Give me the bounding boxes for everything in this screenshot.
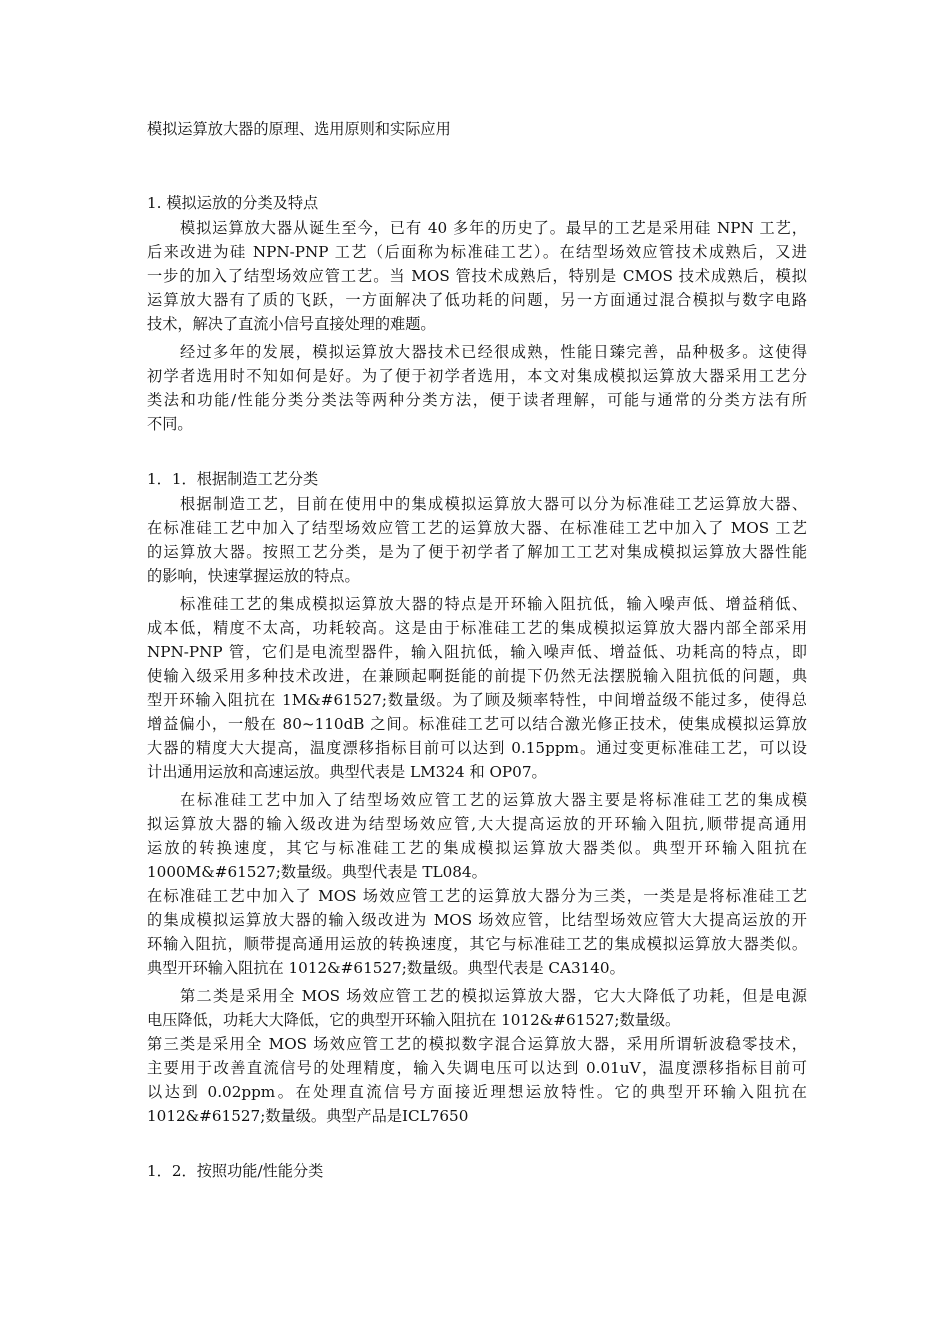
paragraph-line: 后来改进为硅 NPN-PNP 工艺（后面称为标准硅工艺）。在结型场效应管技术成熟后，又进 (147, 243, 807, 261)
paragraph-line: 标准硅工艺的集成模拟运算放大器的特点是开环输入阻抗低，输入噪声低、增益稍低、 (180, 595, 807, 613)
paragraph-line: NPN-PNP 管，它们是电流型器件，输入阻抗低，输入噪声低、增益低、功耗高的特点，即 (147, 643, 807, 661)
paragraph-line: 第三类是采用全 MOS 场效应管工艺的模拟数字混合运算放大器，采用所谓斩波稳零技术， (147, 1035, 807, 1053)
paragraph-line: 型开环输入阻抗在 1M&#61527;数量级。为了顾及频率特性，中间增益级不能过多，使得总 (147, 691, 807, 709)
document-title: 模拟运算放大器的原理、选用原则和实际应用 (147, 120, 451, 138)
paragraph-line: 的集成模拟运算放大器的输入级改进为 MOS 场效应管，比结型场效应管大大提高运放的开 (147, 911, 807, 929)
paragraph-line: 大器的精度大大提高，温度漂移指标目前可以达到 0.15ppm。通过变更标准硅工艺，可以设 (147, 739, 807, 757)
paragraph-line: 增益偏小，一般在 80~110dB 之间。标准硅工艺可以结合激光修正技术，使集成模拟运算放 (147, 715, 807, 733)
paragraph-line: 使输入级采用多种技术改进，在兼顾起啊挺能的前提下仍然无法摆脱输入阻抗低的问题，典 (147, 667, 807, 685)
paragraph-line: 的运算放大器。按照工艺分类，是为了便于初学者了解加工工艺对集成模拟运算放大器性能 (147, 543, 807, 561)
paragraph-line: 环输入阻抗，顺带提高通用运放的转换速度，其它与标准硅工艺的集成模拟运算放大器类似。 (147, 935, 807, 953)
paragraph-line: 电压降低，功耗大大降低，它的典型开环输入阻抗在 1012&#61527;数量级。 (147, 1011, 681, 1029)
paragraph-line: 经过多年的发展，模拟运算放大器技术已经很成熟，性能日臻完善，品种极多。这使得 (180, 343, 807, 361)
paragraph-line: 根据制造工艺，目前在使用中的集成模拟运算放大器可以分为标准硅工艺运算放大器、 (180, 495, 807, 513)
paragraph-line: 不同。 (147, 415, 193, 433)
paragraph-line: 一步的加入了结型场效应管工艺。当 MOS 管技术成熟后，特别是 CMOS 技术成熟后，模拟 (147, 267, 807, 285)
paragraph-line: 的影响，快速掌握运放的特点。 (147, 567, 360, 585)
paragraph-line: 计出通用运放和高速运放。典型代表是 LM324 和 OP07。 (147, 763, 547, 781)
paragraph-line: 典型开环输入阻抗在 1012&#61527;数量级。典型代表是 CA3140。 (147, 959, 625, 977)
paragraph-line: 成本低，精度不太高，功耗较高。这是由于标准硅工艺的集成模拟运算放大器内部全部采用 (147, 619, 807, 637)
paragraph-line: 1012&#61527;数量级。典型产品是ICL7650 (147, 1107, 469, 1125)
paragraph-line: 以达到 0.02ppm。在处理直流信号方面接近理想运放特性。它的典型开环输入阻抗在 (147, 1083, 807, 1101)
paragraph-line: 模拟运算放大器从诞生至今，已有 40 多年的历史了。最早的工艺是采用硅 NPN 工艺， (180, 219, 807, 237)
paragraph-line: 主要用于改善直流信号的处理精度，输入失调电压可以达到 0.01uV，温度漂移指标目前可 (147, 1059, 807, 1077)
paragraph-line: 类法和功能/性能分类分类法等两种分类方法，便于读者理解，可能与通常的分类方法有所 (147, 391, 807, 409)
paragraph-line: 运算放大器有了质的飞跃，一方面解决了低功耗的问题，另一方面通过混合模拟与数字电路 (147, 291, 807, 309)
paragraph-line: 第二类是采用全 MOS 场效应管工艺的模拟运算放大器，它大大降低了功耗，但是电源 (180, 987, 807, 1005)
section-1-1-heading: 1．1．根据制造工艺分类 (147, 470, 319, 488)
section-1-heading: 1. 模拟运放的分类及特点 (147, 194, 319, 212)
paragraph-line: 初学者选用时不知如何是好。为了便于初学者选用，本文对集成模拟运算放大器采用工艺分 (147, 367, 807, 385)
paragraph-line: 拟运算放大器的输入级改进为结型场效应管,大大提高运放的开环输入阻抗,顺带提高通用 (147, 815, 807, 833)
paragraph-line: 运放的转换速度，其它与标准硅工艺的集成模拟运算放大器类似。典型开环输入阻抗在 (147, 839, 807, 857)
paragraph-line: 在标准硅工艺中加入了结型场效应管工艺的运算放大器主要是将标准硅工艺的集成模 (180, 791, 807, 809)
section-1-2-heading: 1．2．按照功能/性能分类 (147, 1162, 324, 1180)
paragraph-line: 在标准硅工艺中加入了结型场效应管工艺的运算放大器、在标准硅工艺中加入了 MOS 工艺 (147, 519, 807, 537)
paragraph-line: 在标准硅工艺中加入了 MOS 场效应管工艺的运算放大器分为三类，一类是是将标准硅工艺 (147, 887, 807, 905)
paragraph-line: 1000M&#61527;数量级。典型代表是 TL084。 (147, 863, 487, 881)
paragraph-line: 技术，解决了直流小信号直接处理的难题。 (147, 315, 436, 333)
